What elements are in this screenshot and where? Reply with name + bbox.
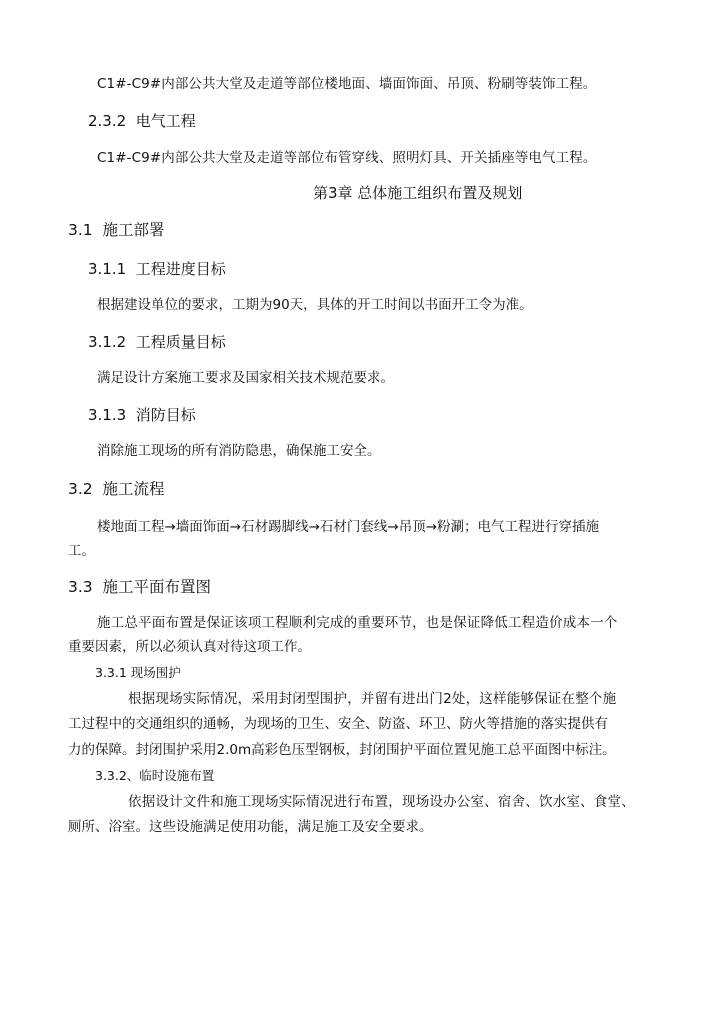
heading-title: 施工部署 bbox=[102, 221, 165, 239]
heading-number: 2.3.2 bbox=[88, 112, 127, 130]
heading-number: 3.1.3 bbox=[88, 406, 127, 424]
paragraph-decoration-works: C1#-C9#内部公共大堂及走道等部位楼地面、墙面饰面、吊顶、粉刷等装饰工程。 bbox=[97, 76, 597, 92]
paragraph-layout-line-1: 施工总平面布置是保证该项工程顺利完成的重要环节，也是保证降低工程造价成本一个 bbox=[97, 615, 618, 631]
heading-number: 3.1 bbox=[68, 221, 93, 239]
heading-title: 工程质量目标 bbox=[135, 333, 226, 351]
heading-title: 施工流程 bbox=[102, 480, 165, 498]
heading-3-1-1 bbox=[88, 260, 226, 278]
paragraph-process-line-1: 楼地面工程→墙面饰面→石材踢脚线→石材门套线→吊顶→粉涮；电气工程进行穿插施 bbox=[97, 519, 600, 535]
heading-3-2 bbox=[68, 480, 165, 498]
heading-3-1-3 bbox=[88, 406, 196, 424]
paragraph-facilities-line-2: 厕所、浴室。这些设施满足使用功能，满足施工及安全要求。 bbox=[68, 819, 433, 835]
heading-3-1-2 bbox=[88, 333, 226, 351]
heading-3-3 bbox=[68, 578, 211, 596]
heading-3-1 bbox=[68, 221, 165, 239]
heading-title: 电气工程 bbox=[135, 112, 196, 130]
heading-title: 消防目标 bbox=[135, 406, 196, 424]
paragraph-electrical-works: C1#-C9#内部公共大堂及走道等部位布管穿线、照明灯具、开关插座等电气工程。 bbox=[97, 150, 597, 166]
paragraph-enclosure-line-2: 工过程中的交通组织的通畅，为现场的卫生、安全、防盗、环卫、防火等措施的落实提供有 bbox=[68, 716, 608, 732]
heading-number: 3.3 bbox=[68, 578, 93, 596]
heading-2-3-2 bbox=[88, 112, 196, 130]
heading-title: 施工平面布置图 bbox=[102, 578, 212, 596]
paragraph-enclosure-line-3: 力的保障。封闭围护采用2.0m高彩色压型钢板，封闭围护平面位置见施工总平面图中标注。 bbox=[68, 742, 616, 758]
paragraph-facilities-line-1: 依据设计文件和施工现场实际情况进行布置，现场设办公室、宿舍、饮水室、食堂、 bbox=[128, 794, 635, 810]
paragraph-fire-target: 消除施工现场的所有消防隐患，确保施工安全。 bbox=[97, 443, 381, 459]
paragraph-process-line-2: 工。 bbox=[68, 543, 95, 559]
paragraph-schedule-target: 根据建设单位的要求，工期为90天，具体的开工时间以书面开工令为准。 bbox=[97, 297, 533, 313]
heading-number: 3.1.1 bbox=[88, 260, 127, 278]
heading-title: 工程进度目标 bbox=[135, 260, 226, 278]
heading-3-3-1: 3.3.1 现场围护 bbox=[95, 665, 181, 680]
paragraph-quality-target: 满足设计方案施工要求及国家相关技术规范要求。 bbox=[97, 370, 394, 386]
heading-3-3-2: 3.3.2、临时设施布置 bbox=[95, 768, 215, 783]
paragraph-enclosure-line-1: 根据现场实际情况，采用封闭型围护，并留有进出门2处，这样能够保证在整个施 bbox=[128, 691, 617, 707]
paragraph-layout-line-2: 重要因素，所以必须认真对待这项工作。 bbox=[68, 639, 311, 655]
heading-number: 3.2 bbox=[68, 480, 93, 498]
chapter-3-title: 第3章 总体施工组织布置及规划 bbox=[313, 184, 523, 202]
heading-number: 3.1.2 bbox=[88, 333, 127, 351]
